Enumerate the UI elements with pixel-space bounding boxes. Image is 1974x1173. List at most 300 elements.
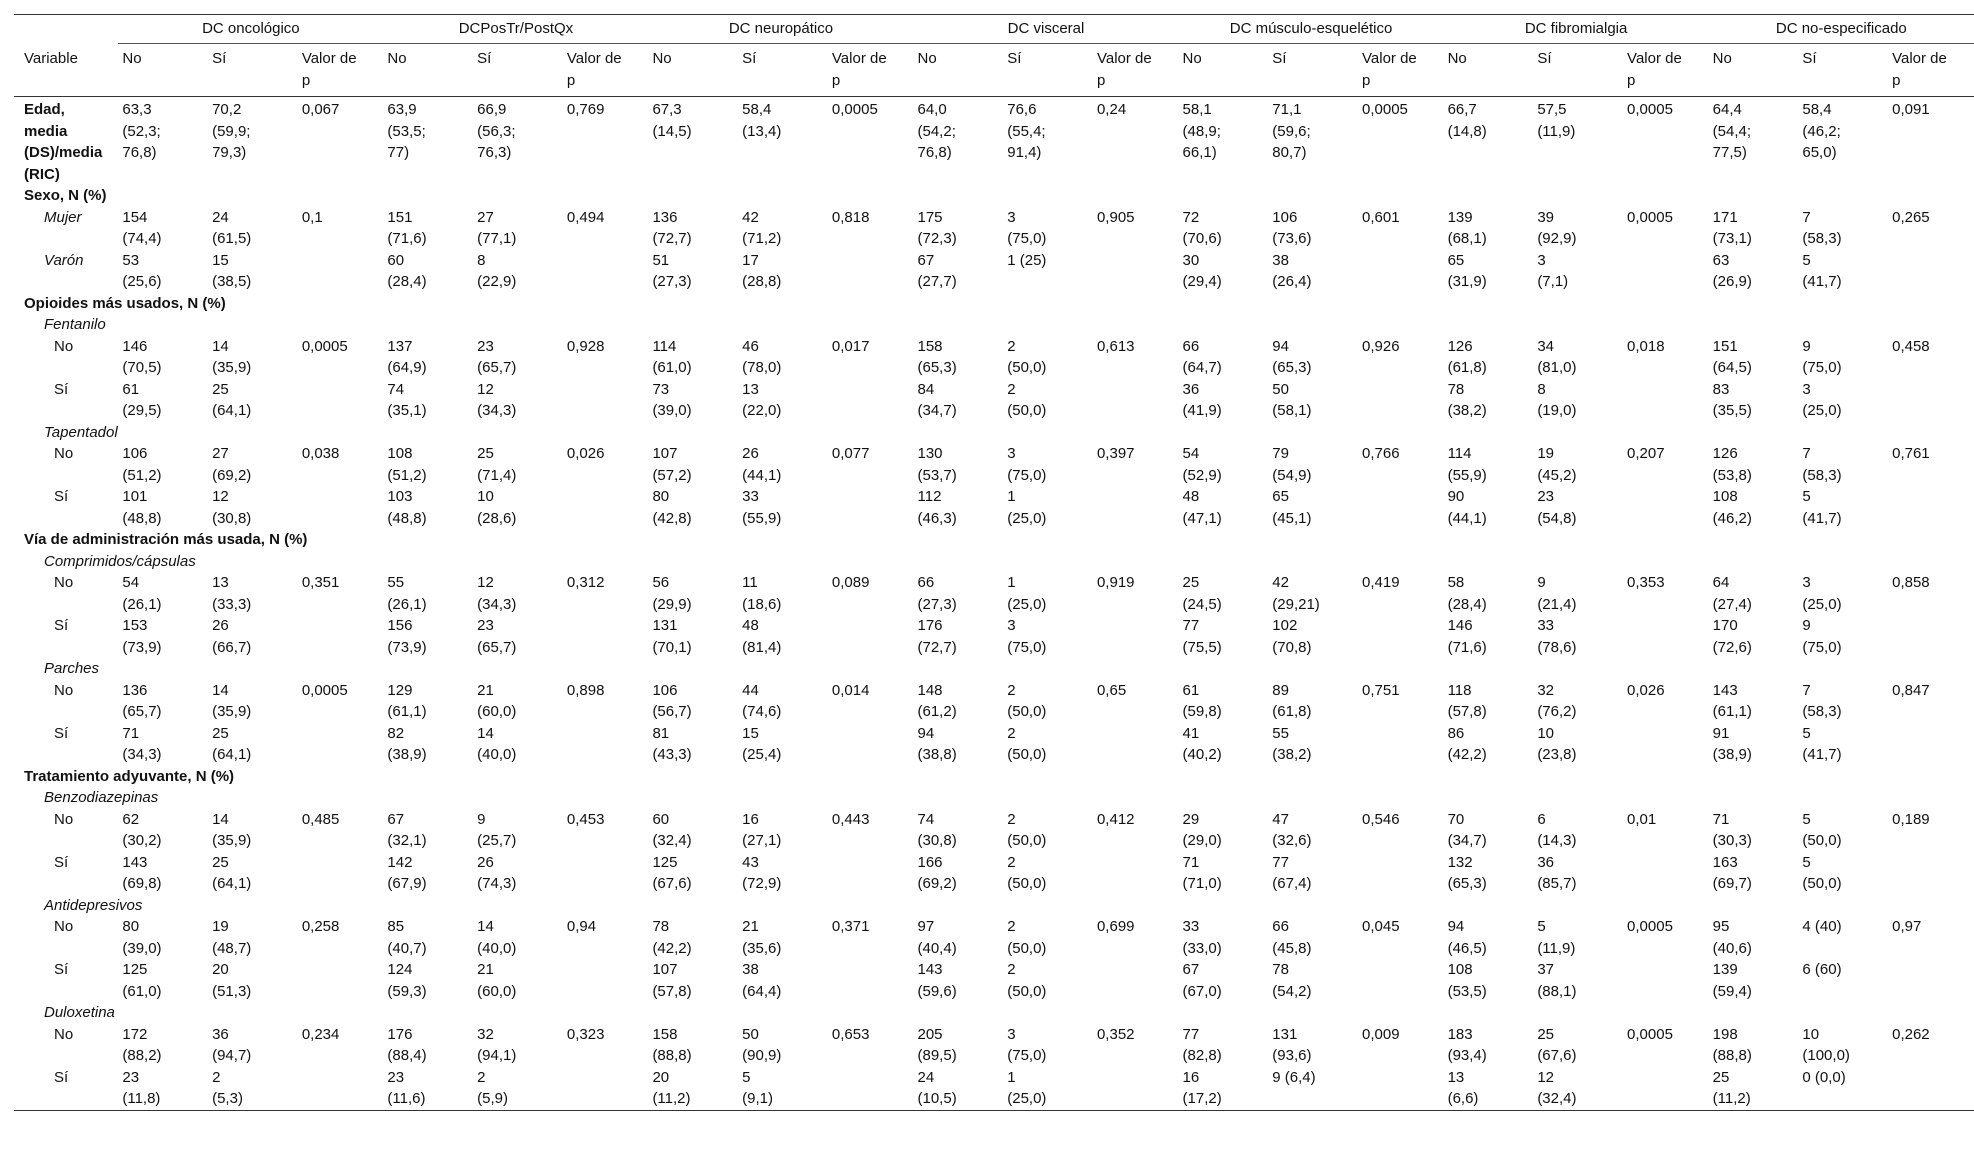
- row-label: No: [54, 918, 74, 935]
- subsection-label: Fentanilo: [44, 316, 106, 333]
- si-value-cell: 14 (35,9): [212, 681, 252, 720]
- no-value-cell: 176 (88,4): [387, 1025, 427, 1064]
- si-value-cell: 5 (41,7): [1802, 251, 1842, 290]
- p-value-cell: [1358, 486, 1444, 529]
- si-value-cell: 25 (64,1): [212, 380, 252, 419]
- p-value-cell: 0,397: [1096, 445, 1135, 462]
- si-value-cell: 38 (64,4): [742, 961, 782, 1000]
- sub-header-si: Sí: [1533, 44, 1623, 97]
- p-value-cell: 0,613: [1096, 337, 1135, 355]
- no-value-cell: 25 (24,5): [1182, 574, 1222, 613]
- subsection-row: [14, 1002, 1974, 1024]
- subsection-row: [14, 658, 1974, 680]
- p-value-cell: [298, 1067, 384, 1111]
- p-value-cell: [1093, 615, 1179, 658]
- no-value-cell: 166 (69,2): [917, 853, 957, 892]
- si-value-cell: 33 (55,9): [742, 488, 782, 527]
- no-value-cell: 158 (65,3): [917, 337, 957, 376]
- si-value-cell: 46 (78,0): [742, 337, 782, 376]
- no-value-cell: 125 (61,0): [122, 961, 162, 1000]
- si-value-cell: 3 (7,1): [1537, 251, 1569, 290]
- si-value-cell: 10 (23,8): [1537, 724, 1577, 763]
- si-value-cell: 5 (41,7): [1802, 724, 1842, 763]
- row-label: No: [54, 810, 74, 828]
- si-value-cell: 9 (75,0): [1802, 337, 1842, 376]
- no-value-cell: 63,9 (53,5; 77): [387, 101, 426, 161]
- p-value-cell: 0,0005: [1627, 101, 1673, 118]
- no-value-cell: 25 (11,2): [1712, 1068, 1751, 1107]
- p-value-cell: [1358, 379, 1444, 422]
- p-value-cell: 0,312: [566, 574, 605, 591]
- p-value-cell: [1623, 852, 1709, 895]
- p-value-cell: 0,207: [1627, 445, 1665, 462]
- p-value-cell: 0,905: [1096, 208, 1135, 226]
- no-value-cell: 126 (61,8): [1447, 337, 1487, 376]
- si-value-cell: 3 (25,0): [1802, 380, 1842, 419]
- p-value-cell: 0,067: [301, 101, 340, 118]
- sub-header-p-value: Valor de p: [563, 44, 649, 97]
- no-value-cell: 67 (32,1): [387, 810, 427, 849]
- p-value-cell: [1093, 959, 1179, 1002]
- si-value-cell: 32 (94,1): [477, 1025, 517, 1064]
- p-value-cell: 0,751: [1362, 681, 1400, 699]
- si-value-cell: 14 (35,9): [212, 810, 252, 849]
- no-value-cell: 62 (30,2): [122, 810, 162, 849]
- p-value-cell: [1623, 1067, 1709, 1111]
- p-value-cell: 0,0005: [1362, 101, 1408, 118]
- p-value-cell: 0,919: [1096, 574, 1135, 591]
- si-value-cell: 9 (75,0): [1802, 617, 1842, 656]
- no-value-cell: 146 (70,5): [122, 337, 162, 376]
- no-value-cell: 103 (48,8): [387, 488, 427, 527]
- no-value-cell: 73 (39,0): [652, 380, 692, 419]
- no-value-cell: 77 (75,5): [1182, 617, 1222, 656]
- si-value-cell: 89 (61,8): [1272, 681, 1312, 720]
- p-value-cell: 0,818: [831, 208, 870, 226]
- table-row: [14, 97, 1974, 186]
- si-value-cell: 3 (75,0): [1007, 208, 1047, 247]
- p-value-cell: [1358, 723, 1444, 766]
- si-value-cell: 27 (69,2): [212, 445, 252, 484]
- no-value-cell: 85 (40,7): [387, 918, 427, 957]
- subsection-label: Antidepresivos: [44, 896, 143, 914]
- si-value-cell: 66 (45,8): [1272, 918, 1312, 957]
- si-value-cell: 12 (34,3): [477, 380, 517, 419]
- row-label: Sí: [54, 1068, 69, 1086]
- no-value-cell: 60 (28,4): [387, 251, 427, 290]
- si-value-cell: 15 (25,4): [742, 724, 782, 763]
- no-value-cell: 163 (69,7): [1712, 853, 1752, 892]
- subsection-row: [14, 895, 1974, 917]
- no-value-cell: 148 (61,2): [917, 681, 957, 720]
- table-row: [14, 1024, 1974, 1067]
- si-value-cell: 14 (40,0): [477, 724, 517, 763]
- si-value-cell: 57,5 (11,9): [1537, 101, 1576, 140]
- si-value-cell: 48 (81,4): [742, 617, 782, 656]
- no-value-cell: 66 (64,7): [1182, 337, 1222, 376]
- no-value-cell: 84 (34,7): [917, 380, 957, 419]
- si-value-cell: 106 (73,6): [1272, 208, 1312, 247]
- no-value-cell: 112 (46,3): [917, 488, 957, 527]
- p-value-cell: [1093, 852, 1179, 895]
- si-value-cell: 78 (54,2): [1272, 961, 1312, 1000]
- si-value-cell: 36 (94,7): [212, 1025, 252, 1064]
- p-value-cell: [1358, 959, 1444, 1002]
- no-value-cell: 95 (40,6): [1712, 918, 1752, 957]
- si-value-cell: 6 (60): [1802, 961, 1842, 978]
- sub-header-no: No: [118, 44, 208, 97]
- group-header-empty: [14, 15, 118, 44]
- si-value-cell: 2 (50,0): [1007, 810, 1047, 849]
- group-header-row: [14, 15, 1974, 44]
- table-row: [14, 443, 1974, 486]
- table-row: [14, 1067, 1974, 1111]
- p-value-cell: 0,352: [1096, 1025, 1135, 1043]
- sub-header-no: No: [1444, 44, 1534, 97]
- si-value-cell: 58,4 (46,2; 65,0): [1802, 101, 1841, 161]
- p-value-cell: [1888, 379, 1974, 422]
- si-value-cell: 3 (25,0): [1802, 574, 1842, 613]
- table-row: [14, 959, 1974, 1002]
- p-value-cell: 0,419: [1362, 574, 1400, 591]
- si-value-cell: 9 (6,4): [1272, 1068, 1316, 1086]
- table-row: [14, 250, 1974, 293]
- p-value-cell: 0,653: [831, 1025, 870, 1043]
- no-value-cell: 48 (47,1): [1182, 488, 1222, 527]
- si-value-cell: 36 (85,7): [1537, 853, 1577, 892]
- no-value-cell: 137 (64,9): [387, 337, 427, 376]
- p-value-cell: 0,412: [1096, 810, 1135, 828]
- p-value-cell: 0,898: [566, 681, 605, 699]
- table-row: [14, 680, 1974, 723]
- subsection-label: Tapentadol: [44, 423, 118, 441]
- sub-header-p-value: Valor de p: [1623, 44, 1709, 97]
- no-value-cell: 125 (67,6): [652, 853, 692, 892]
- no-value-cell: 107 (57,2): [652, 445, 692, 484]
- p-value-cell: [298, 615, 384, 658]
- no-value-cell: 131 (70,1): [652, 617, 692, 656]
- p-value-cell: 0,94: [566, 918, 597, 935]
- no-value-cell: 130 (53,7): [917, 445, 957, 484]
- p-value-cell: [298, 723, 384, 766]
- variable-header: Variable: [14, 44, 118, 97]
- si-value-cell: 65 (45,1): [1272, 488, 1312, 527]
- subsection-row: [14, 422, 1974, 444]
- si-value-cell: 66,9 (56,3; 76,3): [477, 101, 516, 161]
- si-value-cell: 5 (50,0): [1802, 853, 1842, 892]
- p-value-cell: 0,0005: [831, 101, 878, 118]
- no-value-cell: 101 (48,8): [122, 488, 162, 527]
- si-value-cell: 27 (77,1): [477, 208, 517, 247]
- si-value-cell: 3 (75,0): [1007, 445, 1047, 484]
- si-value-cell: 23 (65,7): [477, 617, 517, 656]
- si-value-cell: 2 (50,0): [1007, 918, 1047, 957]
- no-value-cell: 106 (56,7): [652, 681, 692, 720]
- si-value-cell: 2 (50,0): [1007, 961, 1047, 1000]
- no-value-cell: 108 (46,2): [1712, 488, 1752, 527]
- si-value-cell: 16 (27,1): [742, 810, 782, 849]
- row-label: Edad, media (DS)/media (RIC): [24, 101, 103, 183]
- no-value-cell: 71 (30,3): [1712, 810, 1752, 849]
- no-value-cell: 171 (73,1): [1712, 208, 1752, 247]
- p-value-cell: [828, 250, 914, 293]
- sub-header-si: Sí: [1798, 44, 1888, 97]
- si-value-cell: 19 (45,2): [1537, 445, 1577, 484]
- si-value-cell: 25 (64,1): [212, 853, 252, 892]
- sub-header-row: [14, 44, 1974, 97]
- p-value-cell: [1093, 486, 1179, 529]
- no-value-cell: 154 (74,4): [122, 208, 162, 247]
- p-value-cell: 0,858: [1892, 574, 1930, 591]
- si-value-cell: 25 (64,1): [212, 724, 252, 763]
- si-value-cell: 32 (76,2): [1537, 681, 1577, 720]
- p-value-cell: 0,371: [831, 918, 870, 935]
- si-value-cell: 24 (61,5): [212, 208, 252, 247]
- no-value-cell: 151 (64,5): [1712, 337, 1752, 376]
- p-value-cell: [1888, 250, 1974, 293]
- sub-header-no: No: [1179, 44, 1269, 97]
- no-value-cell: 142 (67,9): [387, 853, 427, 892]
- no-value-cell: 77 (82,8): [1182, 1025, 1222, 1064]
- p-value-cell: 0,928: [566, 337, 605, 355]
- si-value-cell: 26 (66,7): [212, 617, 252, 656]
- si-value-cell: 13 (33,3): [212, 574, 252, 613]
- p-value-cell: [1358, 1067, 1444, 1111]
- p-value-cell: [563, 486, 649, 529]
- no-value-cell: 139 (68,1): [1447, 208, 1487, 247]
- si-value-cell: 21 (60,0): [477, 961, 517, 1000]
- p-value-cell: [298, 250, 384, 293]
- si-value-cell: 12 (30,8): [212, 488, 252, 527]
- si-value-cell: 2 (5,3): [212, 1068, 243, 1107]
- p-value-cell: 0,769: [566, 101, 605, 118]
- no-value-cell: 94 (46,5): [1447, 918, 1487, 957]
- no-value-cell: 41 (40,2): [1182, 724, 1222, 763]
- row-label: Sí: [54, 853, 69, 871]
- si-value-cell: 1 (25,0): [1007, 488, 1047, 527]
- section-row: [14, 529, 1974, 551]
- p-value-cell: 0,926: [1362, 337, 1400, 355]
- no-value-cell: 198 (88,8): [1712, 1025, 1752, 1064]
- si-value-cell: 55 (38,2): [1272, 724, 1312, 763]
- p-value-cell: [1623, 379, 1709, 422]
- sub-header-p-value: Valor de p: [1358, 44, 1444, 97]
- p-value-cell: 0,65: [1096, 681, 1127, 699]
- no-value-cell: 16 (17,2): [1182, 1068, 1222, 1107]
- si-value-cell: 34 (81,0): [1537, 337, 1577, 376]
- no-value-cell: 114 (61,0): [652, 337, 692, 376]
- p-value-cell: [298, 486, 384, 529]
- si-value-cell: 4 (40): [1802, 918, 1842, 935]
- no-value-cell: 67 (67,0): [1182, 961, 1222, 1000]
- p-value-cell: [1623, 486, 1709, 529]
- no-value-cell: 107 (57,8): [652, 961, 692, 1000]
- si-value-cell: 17 (28,8): [742, 251, 782, 290]
- si-value-cell: 76,6 (55,4; 91,4): [1007, 101, 1046, 161]
- no-value-cell: 114 (55,9): [1447, 445, 1487, 484]
- no-value-cell: 91 (38,9): [1712, 724, 1752, 763]
- si-value-cell: 10 (28,6): [477, 488, 517, 527]
- subsection-label: Parches: [44, 660, 100, 677]
- subsection-row: [14, 787, 1974, 809]
- p-value-cell: [563, 1067, 649, 1111]
- no-value-cell: 36 (41,9): [1182, 380, 1222, 419]
- no-value-cell: 129 (61,1): [387, 681, 427, 720]
- sub-header-si: Sí: [738, 44, 828, 97]
- si-value-cell: 1 (25,0): [1007, 1068, 1047, 1107]
- table-row: [14, 809, 1974, 852]
- no-value-cell: 156 (73,9): [387, 617, 427, 656]
- p-value-cell: [1888, 852, 1974, 895]
- p-value-cell: 0,0005: [1627, 918, 1673, 935]
- subsection-label: Comprimidos/cápsulas: [44, 552, 196, 570]
- p-value-cell: 0,01: [1627, 810, 1657, 828]
- no-value-cell: 70 (34,7): [1447, 810, 1487, 849]
- si-value-cell: 2 (50,0): [1007, 337, 1047, 376]
- section-row: [14, 185, 1974, 207]
- p-value-cell: 0,0005: [1627, 1025, 1673, 1043]
- row-label: No: [54, 681, 74, 699]
- p-value-cell: 0,077: [831, 445, 870, 462]
- p-value-cell: [828, 723, 914, 766]
- no-value-cell: 90 (44,1): [1447, 488, 1487, 527]
- no-value-cell: 71 (71,0): [1182, 853, 1222, 892]
- sub-header-no: No: [648, 44, 738, 97]
- p-value-cell: [563, 723, 649, 766]
- si-value-cell: 3 (75,0): [1007, 1025, 1047, 1064]
- sub-header-si: Sí: [473, 44, 563, 97]
- si-value-cell: 71,1 (59,6; 80,7): [1272, 101, 1311, 161]
- si-value-cell: 94 (65,3): [1272, 337, 1312, 376]
- row-label: No: [54, 445, 74, 462]
- table-row: [14, 379, 1974, 422]
- section-label: Tratamiento adyuvante, N (%): [24, 767, 235, 785]
- p-value-cell: 0,234: [301, 1025, 340, 1043]
- si-value-cell: 14 (35,9): [212, 337, 252, 376]
- p-value-cell: 0,847: [1892, 681, 1930, 699]
- p-value-cell: 0,089: [831, 574, 870, 591]
- si-value-cell: 77 (67,4): [1272, 853, 1312, 892]
- no-value-cell: 33 (33,0): [1182, 918, 1222, 957]
- no-value-cell: 143 (61,1): [1712, 681, 1752, 720]
- no-value-cell: 56 (29,9): [652, 574, 692, 613]
- no-value-cell: 82 (38,9): [387, 724, 427, 763]
- si-value-cell: 50 (58,1): [1272, 380, 1312, 419]
- p-value-cell: 0,699: [1096, 918, 1135, 935]
- no-value-cell: 80 (42,8): [652, 488, 692, 527]
- p-value-cell: 0,351: [301, 574, 340, 591]
- row-label: Sí: [54, 488, 69, 505]
- no-value-cell: 23 (11,8): [122, 1068, 161, 1107]
- p-value-cell: 0,323: [566, 1025, 605, 1043]
- group-header: DC músculo-esquelético: [1179, 15, 1444, 44]
- si-value-cell: 42 (29,21): [1272, 574, 1320, 613]
- si-value-cell: 102 (70,8): [1272, 617, 1312, 656]
- group-header: DCPosTr/PostQx: [383, 15, 648, 44]
- p-value-cell: 0,038: [301, 445, 340, 462]
- row-label: No: [54, 1025, 74, 1043]
- no-value-cell: 63,3 (52,3; 76,8): [122, 101, 161, 161]
- p-value-cell: 0,97: [1892, 918, 1922, 935]
- no-value-cell: 23 (11,6): [387, 1068, 426, 1107]
- no-value-cell: 170 (72,6): [1712, 617, 1752, 656]
- si-value-cell: 33 (78,6): [1537, 617, 1577, 656]
- p-value-cell: [1623, 250, 1709, 293]
- p-value-cell: [1093, 250, 1179, 293]
- sub-header-p-value: Valor de p: [1093, 44, 1179, 97]
- no-value-cell: 30 (29,4): [1182, 251, 1222, 290]
- row-label: No: [54, 337, 74, 355]
- section-label: Sexo, N (%): [24, 187, 107, 204]
- subsection-row: [14, 551, 1974, 573]
- no-value-cell: 51 (27,3): [652, 251, 692, 290]
- si-value-cell: 5 (41,7): [1802, 488, 1842, 527]
- table-row: [14, 572, 1974, 615]
- p-value-cell: [1093, 379, 1179, 422]
- no-value-cell: 74 (35,1): [387, 380, 427, 419]
- row-label: Sí: [54, 617, 69, 634]
- row-label: Varón: [44, 251, 84, 269]
- si-value-cell: 131 (93,6): [1272, 1025, 1312, 1064]
- row-label: Sí: [54, 724, 69, 742]
- no-value-cell: 118 (57,8): [1447, 681, 1487, 720]
- p-value-cell: 0,045: [1362, 918, 1400, 935]
- si-value-cell: 2 (50,0): [1007, 681, 1047, 720]
- no-value-cell: 29 (29,0): [1182, 810, 1222, 849]
- sub-header-no: No: [914, 44, 1004, 97]
- no-value-cell: 108 (51,2): [387, 445, 427, 484]
- p-value-cell: 0,485: [301, 810, 340, 828]
- no-value-cell: 58,1 (48,9; 66,1): [1182, 101, 1221, 161]
- si-value-cell: 23 (65,7): [477, 337, 517, 376]
- subsection-row: [14, 314, 1974, 336]
- p-value-cell: [1093, 1067, 1179, 1111]
- si-value-cell: 3 (75,0): [1007, 617, 1047, 656]
- row-label: Sí: [54, 961, 69, 978]
- p-value-cell: 0,009: [1362, 1025, 1400, 1043]
- p-value-cell: [563, 959, 649, 1002]
- p-value-cell: [1888, 486, 1974, 529]
- si-value-cell: 5 (9,1): [742, 1068, 774, 1107]
- si-value-cell: 70,2 (59,9; 79,3): [212, 101, 251, 161]
- si-value-cell: 23 (54,8): [1537, 488, 1577, 527]
- no-value-cell: 78 (38,2): [1447, 380, 1487, 419]
- group-header: DC visceral: [914, 15, 1179, 44]
- subsection-label: Benzodiazepinas: [44, 789, 159, 806]
- p-value-cell: 0,443: [831, 810, 870, 828]
- si-value-cell: 20 (51,3): [212, 961, 252, 1000]
- no-value-cell: 24 (10,5): [917, 1068, 957, 1107]
- si-value-cell: 79 (54,9): [1272, 445, 1312, 484]
- no-value-cell: 136 (72,7): [652, 208, 692, 247]
- si-value-cell: 38 (26,4): [1272, 251, 1312, 290]
- sub-header-si: Sí: [1003, 44, 1093, 97]
- p-value-cell: [828, 486, 914, 529]
- no-value-cell: 139 (59,4): [1712, 961, 1752, 1000]
- si-value-cell: 26 (74,3): [477, 853, 517, 892]
- no-value-cell: 132 (65,3): [1447, 853, 1487, 892]
- no-value-cell: 172 (88,2): [122, 1025, 162, 1064]
- no-value-cell: 71 (34,3): [122, 724, 162, 763]
- si-value-cell: 8 (22,9): [477, 251, 517, 290]
- no-value-cell: 108 (53,5): [1447, 961, 1487, 1000]
- p-value-cell: [1888, 723, 1974, 766]
- no-value-cell: 146 (71,6): [1447, 617, 1487, 656]
- no-value-cell: 136 (65,7): [122, 681, 162, 720]
- si-value-cell: 7 (58,3): [1802, 208, 1842, 247]
- group-header: DC oncológico: [118, 15, 383, 44]
- no-value-cell: 67,3 (14,5): [652, 101, 692, 140]
